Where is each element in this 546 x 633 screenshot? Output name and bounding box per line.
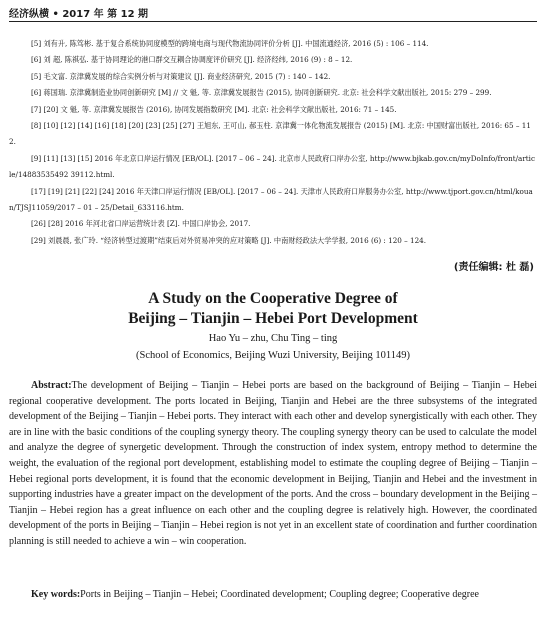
abstract-label: Abstract: [31,380,72,391]
reference-text: [6] 蒋国瑞. 京津冀制造业协同创新研究 [M] // 文 魁, 等. 京津冀发展报告 (2015), 协同创新研究. 北京: 社会科学文献出版社, 2015: 279 – 299. [31,88,492,98]
reference-item [9,151,537,184]
reference-text: [5] 毛文富. 京津冀发展的综合实例分析与对策建议 [J]. 商业经济研究, 2015 (7) : 140 – 142. [31,71,331,81]
reference-text: [7] [20] 文 魁, 等. 京津冀发展报告 (2016), 协同发展指数研究 [M]. 北京: 社会科学文献出版社, 2016: 71 – 145. [31,104,397,114]
reference-item [9,233,537,249]
authors: Hao Yu – zhu, Chu Ting – ting [208,333,338,344]
title-line-1: A Study on the Cooperative Degree of [148,290,398,307]
abstract [9,378,537,550]
reference-item [9,85,537,101]
reference-text: [6] 刘 超, 陈祺弘. 基于协同理论的港口群交互耦合协调度评价研究 [J]. 经济经纬, 2016 (9) : 8 – 12. [31,55,353,65]
paper-title [0,289,546,329]
reference-item [9,36,537,52]
abstract-text: The development of Beijing – Tianjin – Hebei ports are based on the background of Beijing – Tianjin – Hebei regional cooperative development. The ports located in Beijing, Tianjin and Hebei are the three subsystems of the integrated development of the Beijing – Tianjin – Hebei ports. They interact with each other and develop synergistically with each other. They are in line with the basic conditions of the coupling synergy theory. The coupling synergy theory can be used to calculate the model and analyze the degree of synergetic development. Through the construction of index system, entropy method to determine the weight, the evaluation of the regional port development, establishing model to estimate the coupling degree of Beijing – Tianjin – Hebei regional ports development, it is found that the economic development in Beijing, Tianjin and Hebei and the investment in supporting industries have a greater impact on the development of the ports. And the cross – boundary development in the Beijing – Tianjin – Hebei region has a great influence on each other and the coupling degree is relatively high. However, the coordinated development of the ports in Beijing – Tianjin – Hebei region is not yet in an excellent state of coordination and further coordination planning is still needed to achieve a win – win cooperation. [9,380,537,547]
reference-text: [26] [28] 2016 年河北省口岸运营统计表 [Z]. 中国口岸协会, 2017. [31,219,251,229]
keywords-label: Key words: [31,589,81,600]
reference-list [9,36,537,249]
reference-item [9,184,537,217]
reference-text: [9] [11] [13] [15] 2016 年北京口岸运行情况 [EB/OL]. [2017 – 06 – 24]. 北京市人民政府口岸办公室, http://www.bjkab.gov.cn/myDoInfo/front/article/14883535492 39112.html. [9,153,535,180]
responsible-editor: (责任编辑: 杜 磊) [453,262,534,273]
reference-text: [29] 刘晨晨, 张广玲. “经济转型过渡期”结束后对外贸易冲突的应对策略 [J]. 中南财经政法大学学报, 2016 (6) : 120 – 124. [31,235,427,245]
reference-text: [5] 刘有升, 陈笃彬. 基于复合系统协同度模型的跨境电商与现代物流协同评价分析 [J]. 中国流通经济, 2016 (5) : 106 – 114. [31,39,429,48]
reference-text: [17] [19] [21] [22] [24] 2016 年天津口岸运行情况 [EB/OL]. [2017 – 06 – 24]. 天津市人民政府口岸服务办公室, http://www.tjport.gov.cn/html/kouan/TJSJ11059/2017 – 01 – 25/Detail_633116.htm. [9,186,533,213]
title-line-2: Beijing – Tianjin – Hebei Port Development [128,310,418,327]
reference-item [9,69,537,85]
reference-item [9,52,537,68]
keywords-text: Ports in Beijing – Tianjin – Hebei; Coordinated development; Coupling degree; Cooperative degree [80,589,479,600]
affiliation: (School of Economics, Beijing Wuzi University, Beijing 101149) [136,350,410,361]
reference-item [9,102,537,118]
running-header: 经济纵横 • 2017 年 第 12 期 [9,9,149,20]
keywords [9,587,537,603]
header-rule [9,21,537,22]
reference-item [9,216,537,232]
reference-text: [8] [10] [12] [14] [16] [18] [20] [23] [25] [27] 王旭东, 王可山, 郝玉柱. 京津冀一体化物流发展报告 (2015) [M]. 北京: 中国财富出版社, 2016: 65 – 112. [9,121,531,147]
reference-item [9,118,537,151]
